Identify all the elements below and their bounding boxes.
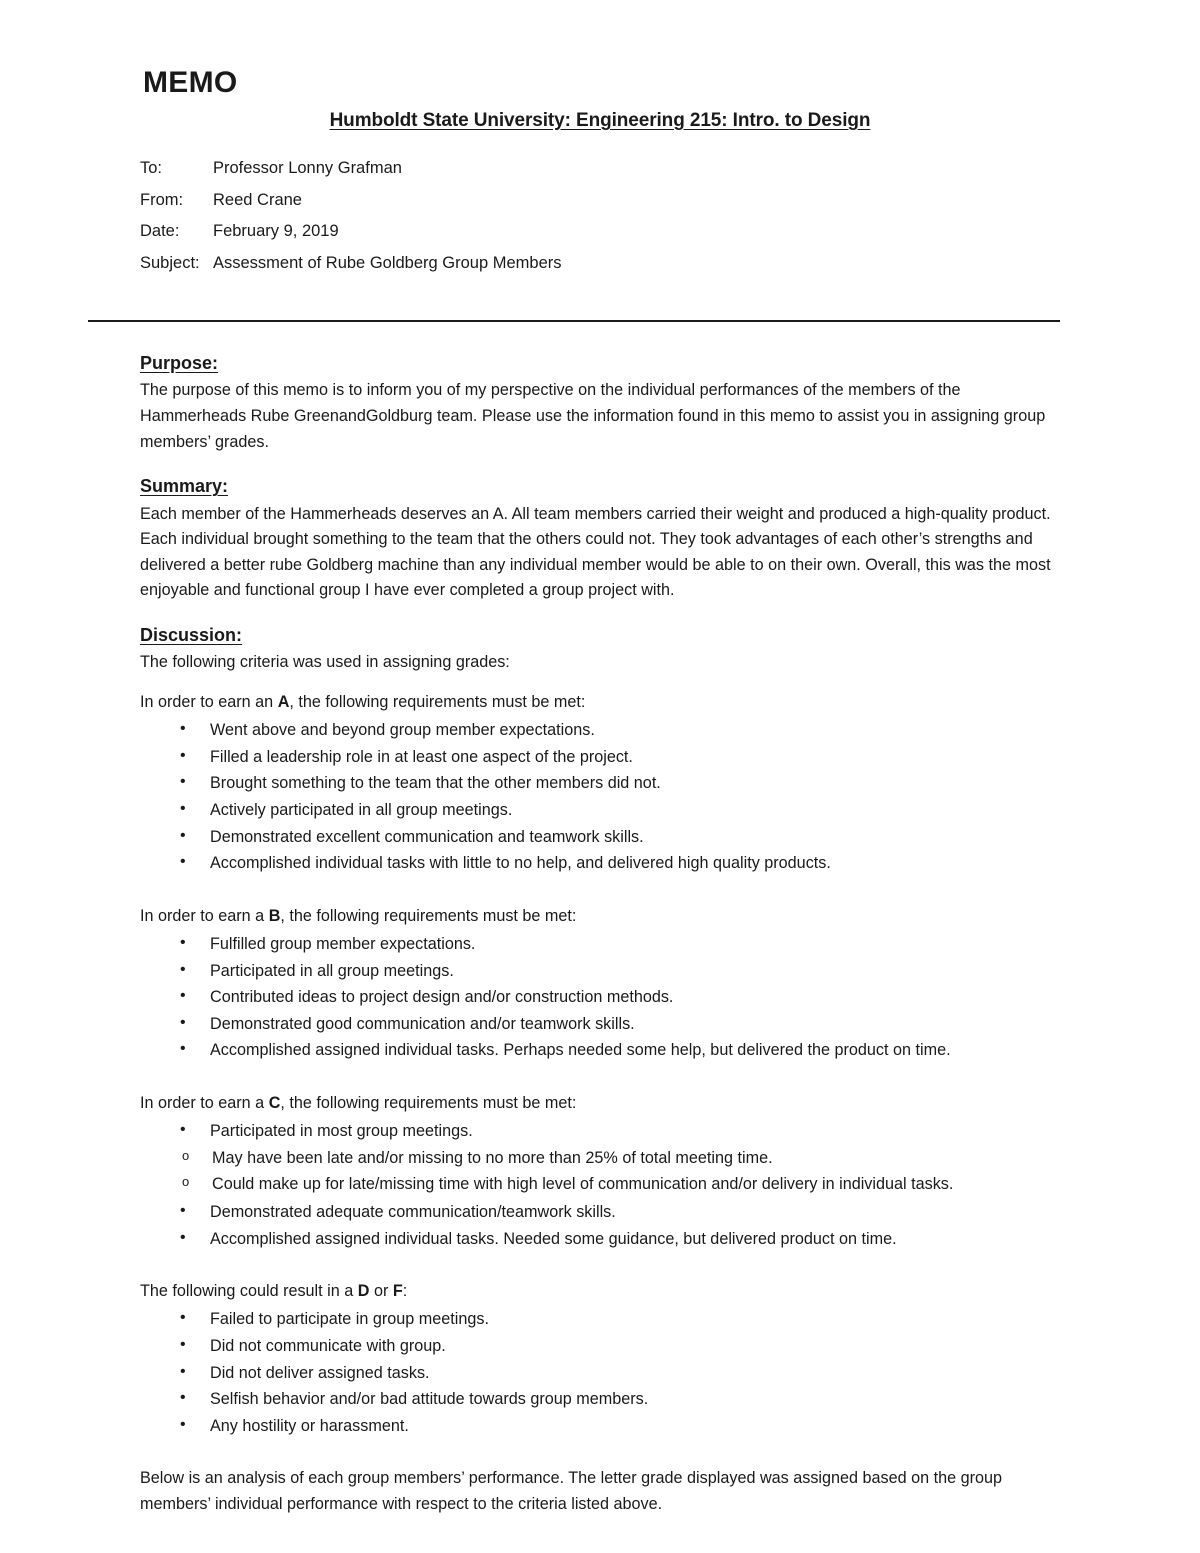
spacer (140, 1253, 1070, 1279)
summary-heading (140, 475, 1070, 498)
grade-c-lead-suffix: , the following requirements must be met: (280, 1094, 577, 1113)
grade-c-lead (140, 1091, 1070, 1116)
spacer (140, 1065, 1070, 1091)
spacer (140, 604, 1070, 624)
spacer (140, 676, 1070, 690)
grade-df-lead (140, 1279, 1070, 1304)
spacer (140, 878, 1070, 904)
grade-df-lead-prefix: The following could result in a (140, 1282, 358, 1301)
grade-d-letter: D (357, 1282, 370, 1301)
purpose-heading-text: Purpose: (140, 353, 219, 373)
grade-df-bullet-list (140, 1307, 1070, 1438)
grade-a-lead-suffix: , the following requirements must be met: (289, 692, 586, 711)
subject-value: Assessment of Rube Goldberg Group Members (213, 253, 562, 272)
list-item: • Filled a leadership role in at least one aspect of the project. (140, 745, 1070, 770)
grade-a-bullet-list (140, 718, 1070, 876)
purpose-paragraph: The purpose of this memo is to inform you of my perspective on the individual performances of the members of the Hammerheads Rube GreenandGoldburg team. Please use the information found in this memo to assist you in assigning group members’ grades. (140, 381, 1046, 451)
meta-row-from (140, 190, 1040, 211)
course-title-text: Humboldt State University: Engineering 215: Intro. to Design (329, 110, 871, 131)
list-item: • Demonstrated adequate communication/teamwork skills. (140, 1200, 1070, 1225)
meta-row-subject (140, 253, 1040, 274)
spacer (140, 1440, 1070, 1466)
subject-label: Subject: (140, 253, 200, 272)
date-value: February 9, 2019 (213, 222, 339, 241)
grade-c-lead-prefix: In order to earn a (140, 1094, 269, 1113)
list-item: • Selfish behavior and/or bad attitude towards group members. (140, 1387, 1070, 1412)
date-label: Date: (140, 222, 180, 241)
summary-paragraph: Each member of the Hammerheads deserves an A. All team members carried their weight and produced a high-quality product. Each individual brought something to the team that the others could not. They took advantages of each other’s strengths and delivered a better rube Goldberg machine than any individual member would be able to on their own. Overall, this was the most enjoyable and functional group I have ever completed a group project with. (140, 504, 1051, 600)
header-divider (88, 320, 1060, 322)
to-label: To: (140, 159, 163, 177)
meta-row-date (140, 221, 1040, 242)
list-item: o May have been late and/or missing to no more than 25% of total meeting time. (140, 1146, 1070, 1171)
grade-c-bullet-list-cont (140, 1200, 1070, 1251)
grade-a-lead (140, 690, 1070, 715)
from-value: Reed Crane (213, 190, 302, 209)
summary-heading-text: Summary: (140, 476, 229, 497)
course-title (0, 110, 1200, 132)
closing-paragraph: Below is an analysis of each group members’ performance. The letter grade displayed was assigned based on the group members’ individual performance with respect to the criteria listed above. (140, 1469, 1003, 1514)
discussion-heading (140, 624, 1070, 647)
grade-df-lead-suffix: : (402, 1282, 408, 1301)
to-value: Professor Lonny Grafman (213, 159, 402, 177)
list-item: • Participated in all group meetings. (140, 959, 1070, 984)
spacer (140, 455, 1070, 475)
grade-b-lead-suffix: , the following requirements must be met: (280, 906, 577, 925)
list-item: • Demonstrated good communication and/or teamwork skills. (140, 1012, 1070, 1037)
list-item: • Accomplished individual tasks with little to no help, and delivered high quality products. (140, 851, 1070, 876)
grade-c-sub-bullet-list (140, 1146, 1070, 1197)
list-item: • Fulfilled group member expectations. (140, 932, 1070, 957)
list-item: • Did not communicate with group. (140, 1334, 1070, 1359)
grade-a-letter: A (277, 692, 290, 711)
memo-heading: MEMO (143, 66, 238, 99)
grade-b-bullet-list (140, 932, 1070, 1063)
list-item: • Failed to participate in group meetings. (140, 1307, 1070, 1332)
purpose-heading (140, 352, 1070, 375)
list-item: • Any hostility or harassment. (140, 1414, 1070, 1439)
grade-c-bullet-list (140, 1119, 1070, 1144)
list-item: • Contributed ideas to project design and/or construction methods. (140, 985, 1070, 1010)
list-item: • Did not deliver assigned tasks. (140, 1361, 1070, 1386)
list-item: • Actively participated in all group meetings. (140, 798, 1070, 823)
list-item: • Participated in most group meetings. (140, 1119, 1070, 1144)
grade-b-letter: B (268, 906, 281, 925)
meta-row-to (140, 158, 1040, 179)
grade-c-letter: C (268, 1094, 281, 1113)
memo-meta-block (140, 158, 1040, 285)
list-item: • Demonstrated excellent communication and teamwork skills. (140, 825, 1070, 850)
list-item: • Brought something to the team that the other members did not. (140, 771, 1070, 796)
grade-b-lead (140, 904, 1070, 929)
memo-body (140, 352, 1070, 1518)
discussion-heading-text: Discussion: (140, 624, 243, 645)
list-item: • Accomplished assigned individual tasks. Perhaps needed some help, but delivered the product on time. (140, 1038, 1070, 1063)
list-item: o Could make up for late/missing time with high level of communication and/or delivery in individual tasks. (140, 1172, 1070, 1197)
discussion-intro: The following criteria was used in assigning grades: (140, 653, 510, 672)
list-item: • Went above and beyond group member expectations. (140, 718, 1070, 743)
from-label: From: (140, 190, 184, 209)
grade-f-letter: F (392, 1282, 403, 1301)
grade-b-lead-prefix: In order to earn a (140, 906, 269, 925)
list-item: • Accomplished assigned individual tasks. Needed some guidance, but delivered product on time. (140, 1227, 1070, 1252)
grade-df-lead-mid: or (369, 1282, 393, 1301)
grade-a-lead-prefix: In order to earn an (140, 692, 278, 711)
